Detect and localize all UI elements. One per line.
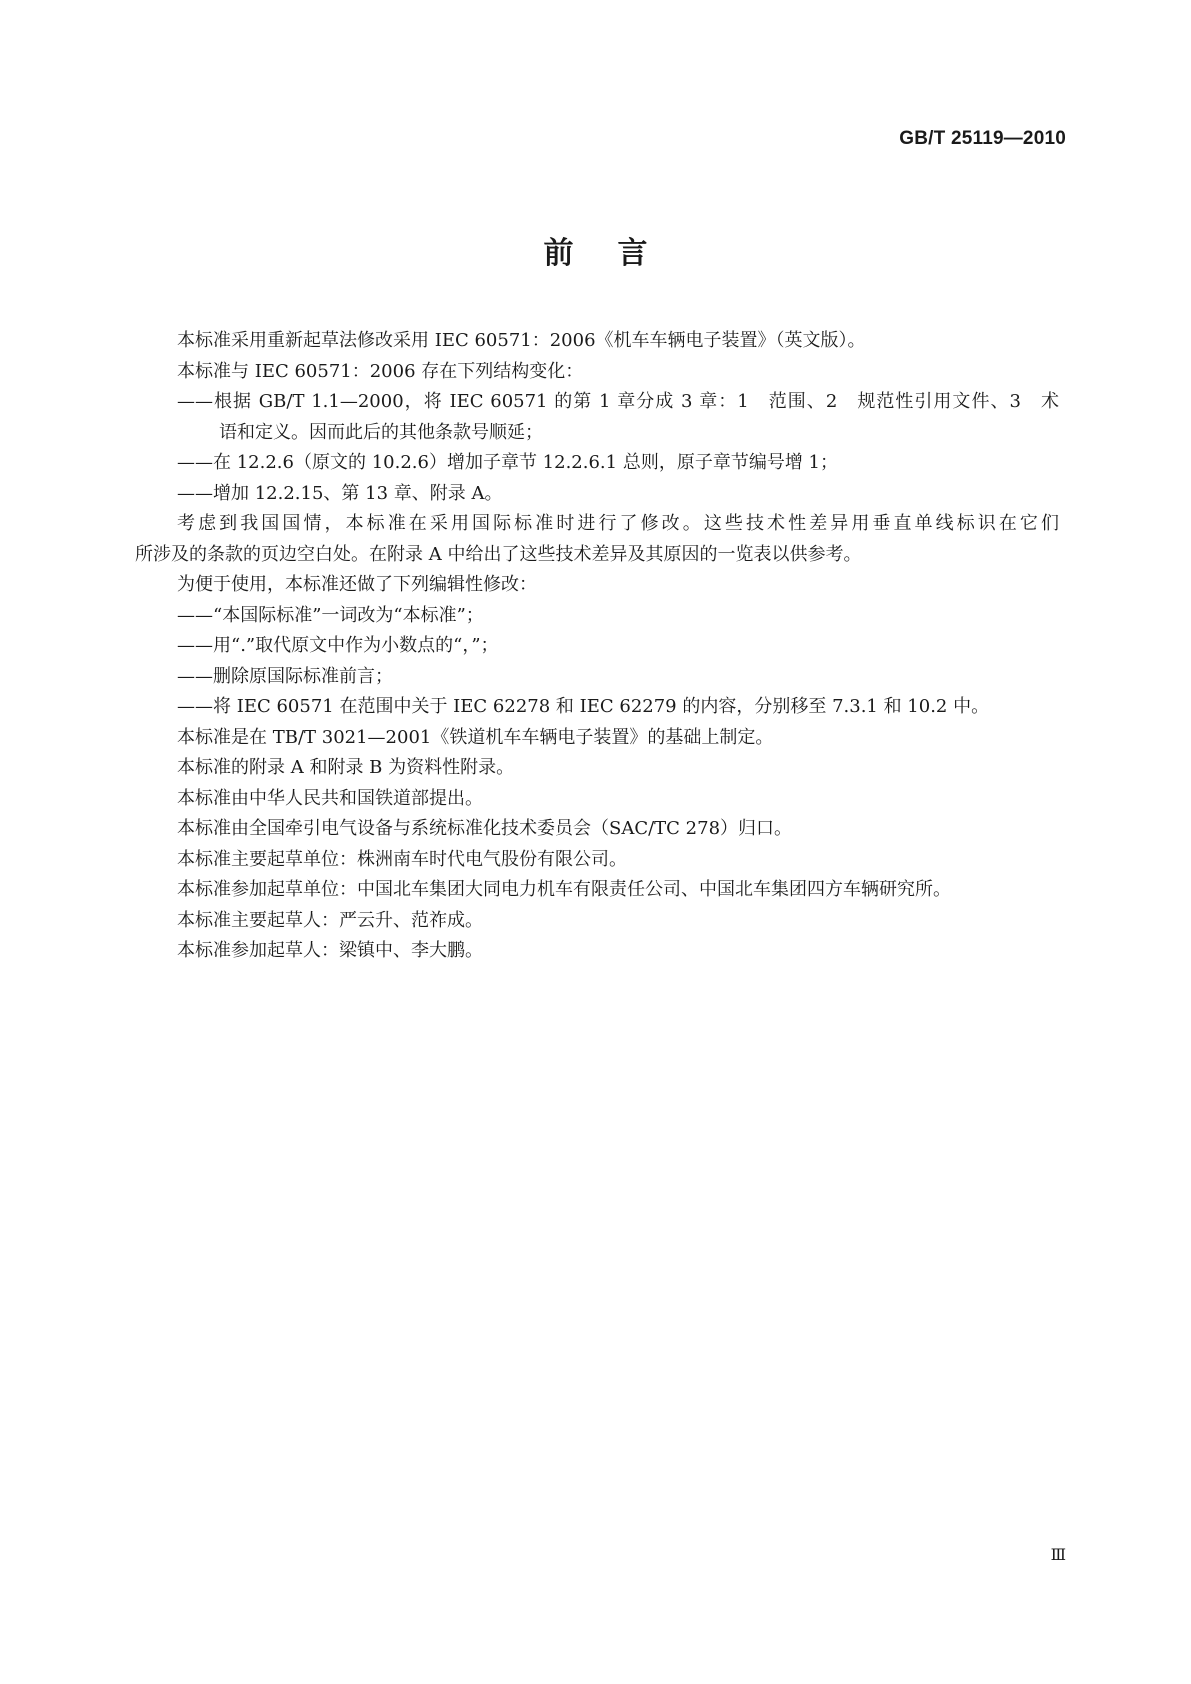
paragraph: 为便于使用，本标准还做了下列编辑性修改： (177, 574, 537, 595)
dash-item: ——将 IEC 60571 在范围中关于 IEC 62278 和 IEC 62279 的内容，分别移至 7.3.1 和 10.2 中。 (177, 696, 990, 717)
dash-item-continuation: 语和定义。因而此后的其他条款号顺延； (219, 421, 543, 443)
standard-code: GB/T 25119—2010 (899, 128, 1066, 149)
paragraph: 本标准由中华人民共和国铁道部提出。 (177, 787, 483, 809)
paragraph: 本标准是在 TB/T 3021—2001《铁道机车车辆电子装置》的基础上制定。 (177, 726, 774, 748)
paragraph: 考虑到我国国情，本标准在采用国际标准时进行了修改。这些技术性差异用垂直单线标识在它们 (177, 513, 1059, 534)
paragraph: 本标准主要起草人：严云升、范祚成。 (177, 909, 483, 931)
dash-item: ——在 12.2.6（原文的 10.2.6）增加子章节 12.2.6.1 总则，原子章节编号增 1； (177, 452, 838, 473)
paragraph: 本标准由全国牵引电气设备与系统标准化技术委员会（SAC/TC 278）归口。 (177, 818, 793, 839)
dash-item: ——根据 GB/T 1.1—2000，将 IEC 60571 的第 1 章分成 3 章：1 范围、2 规范性引用文件、3 术 (177, 391, 1059, 412)
paragraph-continuation: 所涉及的条款的页边空白处。在附录 A 中给出了这些技术差异及其原因的一览表以供参考。 (135, 543, 862, 565)
paragraph: 本标准参加起草人：梁镇中、李大鹏。 (177, 940, 483, 961)
paragraph: 本标准的附录 A 和附录 B 为资料性附录。 (177, 757, 515, 778)
dash-item: ——用“.”取代原文中作为小数点的“，”； (177, 635, 499, 656)
paragraph: 本标准参加起草单位：中国北车集团大同电力机车有限责任公司、中国北车集团四方车辆研究所。 (177, 879, 951, 900)
paragraph: 本标准采用重新起草法修改采用 IEC 60571：2006《机车车辆电子装置》（英文版）。 (177, 330, 866, 351)
foreword-body (135, 326, 1059, 967)
dash-item: ——删除原国际标准前言； (177, 665, 393, 687)
page-number: Ⅲ (1050, 1545, 1066, 1564)
dash-item: ——“本国际标准”一词改为“本标准”； (177, 604, 484, 626)
page-title: 前言 (543, 236, 692, 271)
dash-item: ——增加 12.2.15、第 13 章、附录 A。 (177, 482, 503, 504)
paragraph: 本标准与 IEC 60571：2006 存在下列结构变化： (177, 360, 584, 382)
paragraph: 本标准主要起草单位：株洲南车时代电气股份有限公司。 (177, 848, 627, 870)
